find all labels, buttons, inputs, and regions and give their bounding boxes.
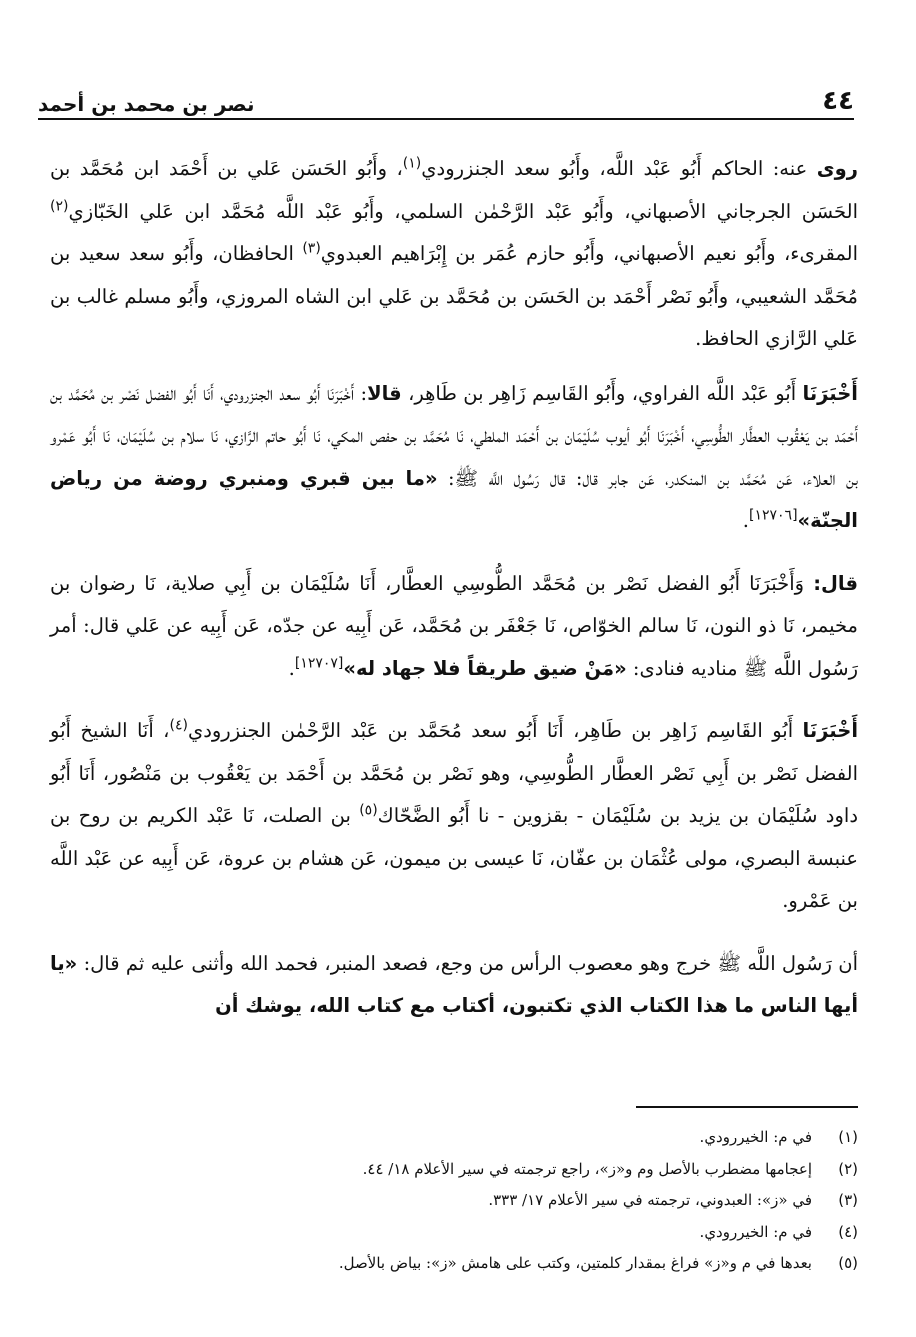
footnote-text: في «ز»: العبدوني، ترجمته في سير الأعلام ١٧/ ٣٣٣.	[488, 1191, 812, 1209]
bold-text: قالا	[367, 381, 402, 405]
main-text	[50, 148, 858, 1040]
footnote	[50, 1122, 858, 1154]
footnote-text: في م: الخيررودي.	[699, 1222, 812, 1241]
paragraph-text: الحافظان، وأَبُو سعد سعيد بن مُحَمَّد الشعيبي، وأَبُو نَصْر أَحْمَد بن الحَسَن بن مُحَمَّد بن عَلي ابن الشاه المروزي، وأَبُو مسلم غالب بن عَلي الرَّازي الحافظ.	[50, 242, 858, 350]
paragraph-text: بن الصلت، نَا عَبْد الكريم بن روح بن عنبسة البصري، مولى عُثْمَان بن عفّان، نَا عيسى بن ميمون، عَن هشام بن عروة، عَن أَبِيه عن عَبْد اللَّه بن عَمْرو.	[50, 804, 858, 912]
paragraph	[50, 563, 858, 691]
footnote-reference: (٤)	[169, 717, 188, 734]
paragraph-lead-word: قال:	[813, 571, 858, 595]
footnote-text: في م: الخيررودي.	[699, 1128, 812, 1146]
footnote-number: (١)	[838, 1128, 858, 1146]
paragraph	[50, 710, 858, 923]
bold-text: «مَنْ ضيق طريقاً فلا جهاد له»	[343, 656, 627, 680]
footnote-reference: (٢)	[50, 198, 69, 214]
footnote-number: (٢)	[838, 1159, 858, 1178]
paragraph-text: وَأَخْبَرَنَا أَبُو الفضل نَصْر بن مُحَمَّد الطُّوسِي العطَّار، أَنَا سُلَيْمَان بن أَبِي صلاية، نَا رضوان بن مخيمر، نَا ذو النون، نَا سالم الخوّاص، نَا جَعْفَر بن مُحَمَّد، عَن أَبِيه عن جدّه، عَن أَبِيه عن عَلي قال: أمر رَسُول اللَّه ﷺ مناديه فنادى:	[50, 571, 858, 680]
bold-text: «يا أيها الناس ما هذا الكتاب الذي تكتبون، أكتاب مع كتاب الله، يوشك أن	[50, 951, 858, 1017]
paragraph-text: .	[742, 509, 749, 532]
paragraph-text: المقرىء، وأَبُو نعيم الأصبهاني، وأَبُو حازم عُمَر بن إِبْرَاهيم العبدوي	[320, 242, 858, 265]
paragraph-lead-word: أَخْبَرَنَا	[802, 719, 859, 742]
footnote-number: (٤)	[838, 1222, 858, 1241]
footnote-number: (٣)	[838, 1191, 858, 1209]
paragraph	[50, 373, 858, 543]
footnote-text: بعدها في م و«ز» فراغ بمقدار كلمتين، وكتب على هامش «ز»: بياض بالأصل.	[338, 1254, 812, 1272]
footnote-reference: (١)	[402, 155, 422, 172]
page-number: ٤٤	[822, 86, 854, 116]
footnote	[50, 1154, 858, 1186]
paragraph-text: ، أَنَا الشيخ أَبُو الفضل نَصْر بن أَبِي نَصْر العطَّار الطُّوسِي، وهو نَصْر بن مُحَمَّد بن أَحْمَد بن يَعْقُوب بن مَنْصُور، أَنَا أَبُو داود سُلَيْمَان بن يزيد بن سُلَيْمَان - بقزوين - نا أَبُو الضَّحّاك	[50, 719, 859, 827]
paragraph-text: ، وأَبُو الحَسَن عَلي بن أَحْمَد ابن مُحَمَّد بن الحَسَن الجرجاني الأصبهاني، وأَبُو عَبْد الرَّحْمٰن السلمي، وأَبُو عَبْد اللَّه مُحَمَّد ابن عَلي الخَبّازي	[50, 157, 858, 223]
running-title: نصر بن محمد بن أحمد	[38, 92, 255, 116]
paragraph	[50, 943, 858, 1028]
footnote-reference: [١٢٧٠٧]	[294, 655, 344, 671]
paragraph-text: : أَخْبَرَنَا أَبُو سعد الجنزرودي، أَنَا أَبُو الفضل نَصْر بن مُحَمَّد بن أَحْمَد بن يَعْقُوب العطَّار الطُّوسِي، أَخْبَرَنَا أَبُو أيوب سُلَيْمَان بن أَحْمَد الملطي، نَا مُحَمَّد بن حفص المكي، نَا أَبُو حاتم الرَّازي، نَا سلام بن سُلَيْمَان، نَا أَبُو عَمْرو بن العلاء، عَن مُحَمَّد بن المنكدر، عَن جابر قال: قال رَسُول اللَّه ﷺ:	[50, 381, 858, 490]
paragraph-text: أن رَسُول اللَّه ﷺ خرج وهو معصوب الرأس من وجع، فصعد المنبر، فحمد الله وأثنى عليه ثم قال:	[77, 951, 858, 975]
footnote	[50, 1248, 858, 1280]
bold-text: «ما بين قبري ومنبري روضة من رياض الجنّة»	[50, 466, 858, 532]
paragraph-lead-word: أَخْبَرَنَا	[802, 381, 858, 405]
footnote-number: (٥)	[838, 1254, 858, 1272]
footnote	[50, 1217, 858, 1249]
footnote-reference: (٥)	[359, 802, 378, 819]
paragraph	[50, 148, 858, 361]
paragraph-text: أَبُو عَبْد اللَّه الفراوي، وأَبُو القَاسِم زَاهِر بن طَاهِر،	[401, 381, 803, 405]
footnote	[50, 1185, 858, 1217]
paragraph-text: عنه: الحاكم أَبُو عَبْد اللَّه، وأَبُو سعد الجنزرودي	[421, 157, 817, 180]
footnote-divider	[636, 1106, 858, 1108]
page-header	[38, 78, 854, 120]
footnote-text: إعجامها مضطرب بالأصل وم و«ز»، راجع ترجمته في سير الأعلام ١٨/ ٤٤.	[362, 1159, 812, 1178]
footnote-reference: [١٢٧٠٦]	[749, 507, 798, 524]
paragraph-text: .	[288, 656, 295, 680]
footnotes	[50, 1122, 858, 1280]
footnote-reference: (٣)	[302, 240, 321, 257]
paragraph-lead-word: روى	[816, 157, 858, 180]
paragraph-text: أَبُو القَاسِم زَاهِر بن طَاهِر، أَنَا أَبُو سعد مُحَمَّد بن عَبْد الرَّحْمٰن الجنزرودي	[187, 719, 803, 742]
